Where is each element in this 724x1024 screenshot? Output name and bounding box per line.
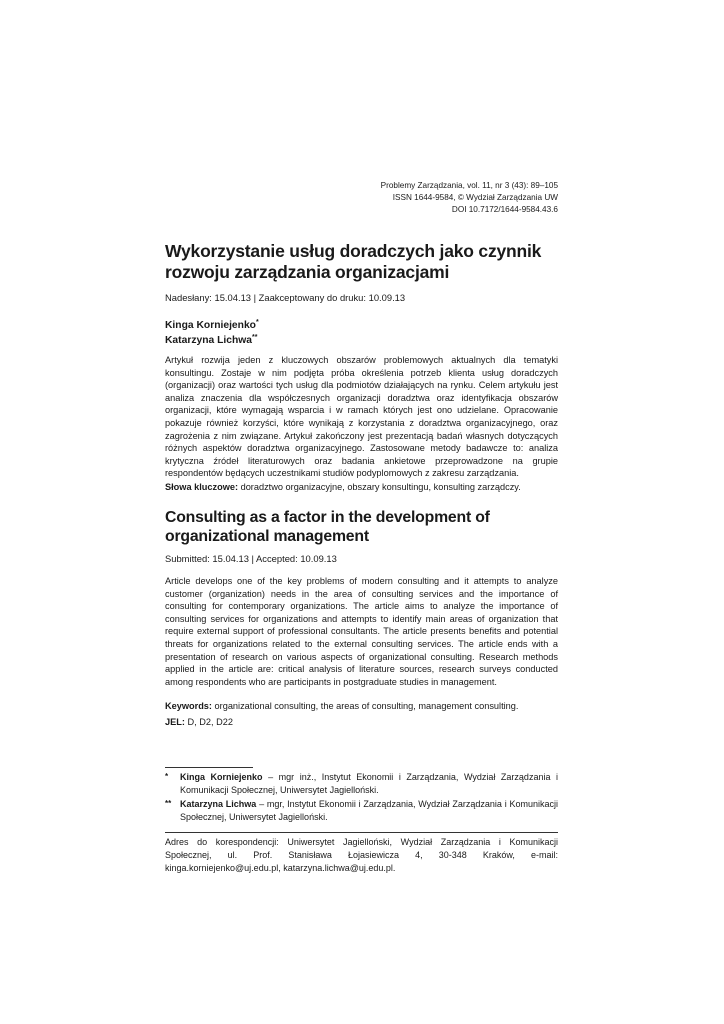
polish-keywords-label: Słowa kluczowe: [165,482,239,492]
footnote-2-text: – mgr, Instytut Ekonomii i Zarządzania, Wydział Zarządzania i Komunikacji Społecznej, Uniwersytet Jagielloński. [180,799,558,822]
author-2-mark: ** [251,334,258,341]
english-keywords [165,700,558,713]
polish-title: Wykorzystanie usług doradczych jako czynnik rozwoju zarządzania organizacjami [165,241,542,282]
english-keywords-text: organizational consulting, the areas of consulting, management consulting. [214,701,519,711]
english-abstract: Article develops one of the key problems of modern consulting and it attempts to analyze customer (organization) needs in the area of consulting services and the importance of consulting for contemporary organizations. The article aims to analyze the importance of consulting services for organizations and attempts to identify main areas of organization that require external support of professional consultants. The article presents benefits and potential threats for organizations related to the external consulting services. The article ends with a presentation of research on various aspects of organizational consulting. Research methods applied in the article are: critical analysis of literature sources, research surveys conducted among respondents who are participants in postgraduate studies in management. [165,576,558,687]
footnote-divider [165,767,253,768]
journal-header [381,180,558,216]
journal-doi: DOI 10.7172/1644-9584.43.6 [451,205,558,214]
journal-issn: ISSN 1644-9584, © Wydział Zarządzania UW [392,193,558,202]
jel-text: D, D2, D22 [187,717,233,727]
jel-codes [165,716,558,729]
author-1 [165,318,259,333]
english-dates: Submitted: 15.04.13 | Accepted: 10.09.13 [165,553,337,564]
footnote-1-mark: * [165,772,169,781]
footnote-1-text: – mgr inż., Instytut Ekonomii i Zarządzania, Wydział Zarządzania i Komunikacji Społecznej, Uniwersytet Jagielloński. [180,772,558,795]
author-1-mark: * [255,319,259,326]
footnote-1-name: Kinga Korniejenko [180,772,263,782]
author-1-name: Kinga Korniejenko [165,320,256,331]
footnotes [165,771,558,825]
journal-citation: Problemy Zarządzania, vol. 11, nr 3 (43): 89–105 [380,181,558,190]
footnote-2 [165,798,558,823]
polish-abstract: Artykuł rozwija jeden z kluczowych obszarów problemowych aktualnych dla tematyki konsultingu. Zostaje w nim podjęta próba określenia potrzeb klienta usług doradczych (organizacji) oraz wartości tych usług dla podmiotów działających na rynku. Celem artykułu jest analiza znaczenia dla współczesnych organizacji doradztwa oraz identyfikacja obszarów organizacji, które wymagają wsparcia i w ramach których jest ono udzielane. Opracowanie pokazuje również korzyści, które wynikają z korzystania z doradztwa organizacyjnego, oraz zagrożenia z nim związane. Artykuł zakończony jest prezentacją badań własnych dotyczących różnych aspektów doradztwa organizacyjnego. Zastosowane metody badawcze to: analiza krytyczna źródeł literaturowych oraz badania ankietowe przeprowadzone na grupie respondentów będących uczestnikami studiów podyplomowych z zakresu zarządzania. [165,355,558,479]
polish-keywords [165,481,558,494]
polish-dates: Nadesłany: 15.04.13 | Zaakceptowany do druku: 10.09.13 [165,292,406,303]
footnote-2-name: Katarzyna Lichwa [180,799,257,810]
english-title: Consulting as a factor in the development of organizational management [165,509,490,545]
polish-keywords-text: doradztwo organizacyjne, obszary konsultingu, konsulting zarządczy. [240,482,521,492]
jel-label: JEL: [165,717,185,727]
footnote-2-mark: ** [165,799,172,809]
english-keywords-label: Keywords: [165,701,212,711]
address-divider [165,832,558,833]
author-2 [165,333,259,348]
author-list [165,318,259,348]
correspondence-address: Adres do korespondencji: Uniwersytet Jagielloński, Wydział Zarządzania i Komunikacji Społecznej, ul. Prof. Stanisława Łojasiewicza 4, 30-348 Kraków, e-mail: kinga.korniejenko@uj.edu.pl, katarzyna.lichwa@uj.edu.pl. [165,837,558,873]
footnote-1 [165,771,558,796]
author-2-name: Katarzyna Lichwa [165,335,252,346]
